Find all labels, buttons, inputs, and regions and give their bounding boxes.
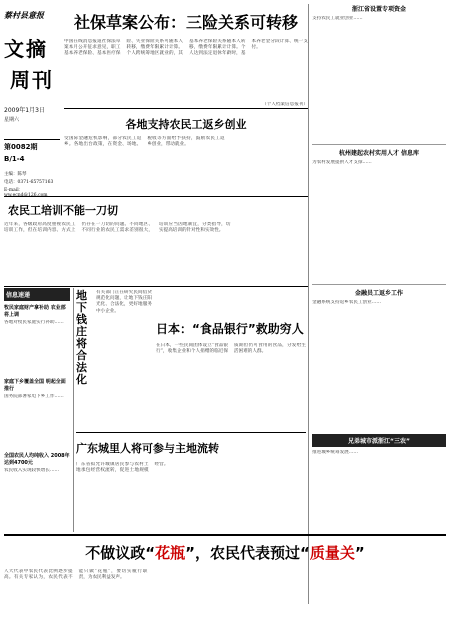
right-item-title: 金融员工返乡工作 [354, 290, 403, 297]
tag-story [76, 290, 152, 430]
features-headline: 各地支持农民工返乡创业 [125, 118, 247, 131]
sidebar-item-title: 牧民家庭财产拿补助 农业部将上调 [4, 305, 66, 318]
tag-body: 有关部门正在研究民间借贷规范化问题，让地下钱庄阳光化、合法化，更好地服务中小企业。 [96, 290, 152, 314]
food-bank [156, 290, 306, 430]
bottom-story [4, 538, 446, 636]
right-item [312, 4, 446, 144]
food-bank-body: 在日本，一些民间团体设立“食品银行”，收集企业和个人捐赠的临近保质期但仍可食用的食品，分发给生活困难的人群。 [156, 343, 306, 355]
right-item [312, 144, 446, 284]
right-item-text: 支持农民工就业创业…… [312, 16, 363, 21]
title-zhou-kan: 周刊 [10, 68, 54, 92]
masthead [4, 4, 60, 194]
sidebar-item-text: 农民收入实现较快增长…… [4, 468, 60, 473]
list-item [4, 378, 70, 452]
main-story [4, 198, 308, 284]
sidebar-item-text: 各地对牧民家庭实行补助…… [4, 320, 64, 325]
list-item [4, 304, 70, 378]
urban-story [76, 434, 306, 530]
issue-number: 第0082期 [4, 139, 60, 152]
bottom-headline-part: ”，农民代表预过“ [185, 544, 310, 562]
sidebar [4, 288, 70, 532]
sidebar-item-title: 家庭下乡覆盖全国 明起全面推行 [4, 379, 66, 392]
lead-source: （个人档案信息报刊） [262, 102, 308, 107]
sidebar-item-title: 全国农民人均纯收入 2008年达到4700元 [4, 453, 70, 466]
right-item [312, 434, 446, 534]
right-item-title: 杭州建起农村实用人才 信息库 [338, 150, 420, 157]
page-range: B/1-4 [4, 155, 25, 163]
editor: 主编：陈琴 [4, 172, 27, 177]
title-wen-zhai: 文摘 [4, 37, 48, 61]
features-body: 受国际金融危机影响，部分农民工返乡。各地出台政策，在资金、场地、税收等方面给予扶持，鼓励农民工返乡创业，带动就业。 [64, 136, 225, 148]
main-body: 近年来，各级政府高度重视农民工培训工作，但在培训内容、方式上仍存在一刀切的问题。不同地区、不同行业的农民工需求差别很大，培训应当因地制宜，分类指导，切实提高培训的针对性和实效性。 [4, 222, 231, 234]
features [64, 110, 308, 190]
food-bank-headline: 日本：“食品银行”救助穷人 [156, 322, 304, 336]
bottom-headline-red: 质量关 [309, 544, 355, 562]
sidebar-item-text: 国务院部署家电下乡工作…… [4, 394, 64, 399]
bottom-headline-red: 花瓶 [155, 544, 186, 562]
right-item [312, 284, 446, 434]
bottom-headline-part: ” [354, 544, 365, 562]
tag-headline: 地下钱庄将合法化 [76, 289, 87, 386]
right-column [312, 4, 446, 552]
bottom-headline-part: 不做议政“ [85, 544, 156, 562]
bottom-headline [4, 542, 446, 563]
right-item-text: 推进城乡统筹发展…… [312, 450, 358, 455]
right-item-title: 兄弟城市派浙江“三农” [312, 434, 446, 447]
bottom-body: 人大代表中农民代表比例逐步提高。有关专家认为，农民代表不能只做“花瓶”，要切实履行职责，为农民利益发声。 [4, 569, 148, 581]
email: E-mail： [4, 188, 24, 193]
weekday: 星期六 [4, 117, 20, 123]
issue-date: 2009年1月3日 [4, 107, 45, 114]
main-headline: 农民工培训不能一刀切 [8, 204, 118, 217]
right-item-title: 浙江省设置专项资金 [351, 6, 406, 13]
right-item-text: 金融系统支持返乡农民工创业…… [312, 300, 381, 305]
list-item [4, 452, 70, 526]
lead-body: 中国在线消息报道社保法草案本月公开征求意见，职工基本养老保险、基本医疗保险、失业保险关系可随本人转移，缴费年限累计计算。个人跨统筹地区就业的，其基本养老保险关系随本人转移，缴费年限累计计算。个人达到法定退休年龄时，基本养老金分段计算、统一支付。 [64, 39, 308, 57]
sidebar-tag: 信息速递 [4, 288, 70, 301]
lead-story [64, 4, 308, 107]
phone: 电话：0371-65757163 [4, 180, 54, 185]
right-item-text: 为农村发展提供人才支撑…… [312, 160, 372, 165]
urban-body: 广东省拟允许城镇居民参与农村土地承包经营权流转，促进土地规模经营。 [76, 462, 169, 474]
lead-headline: 社保草案公布：三险关系可转移 [73, 13, 298, 32]
urban-headline: 广东城里人将可参与主地流转 [76, 442, 219, 455]
paper-name: 蔡村县意报 [4, 11, 44, 20]
